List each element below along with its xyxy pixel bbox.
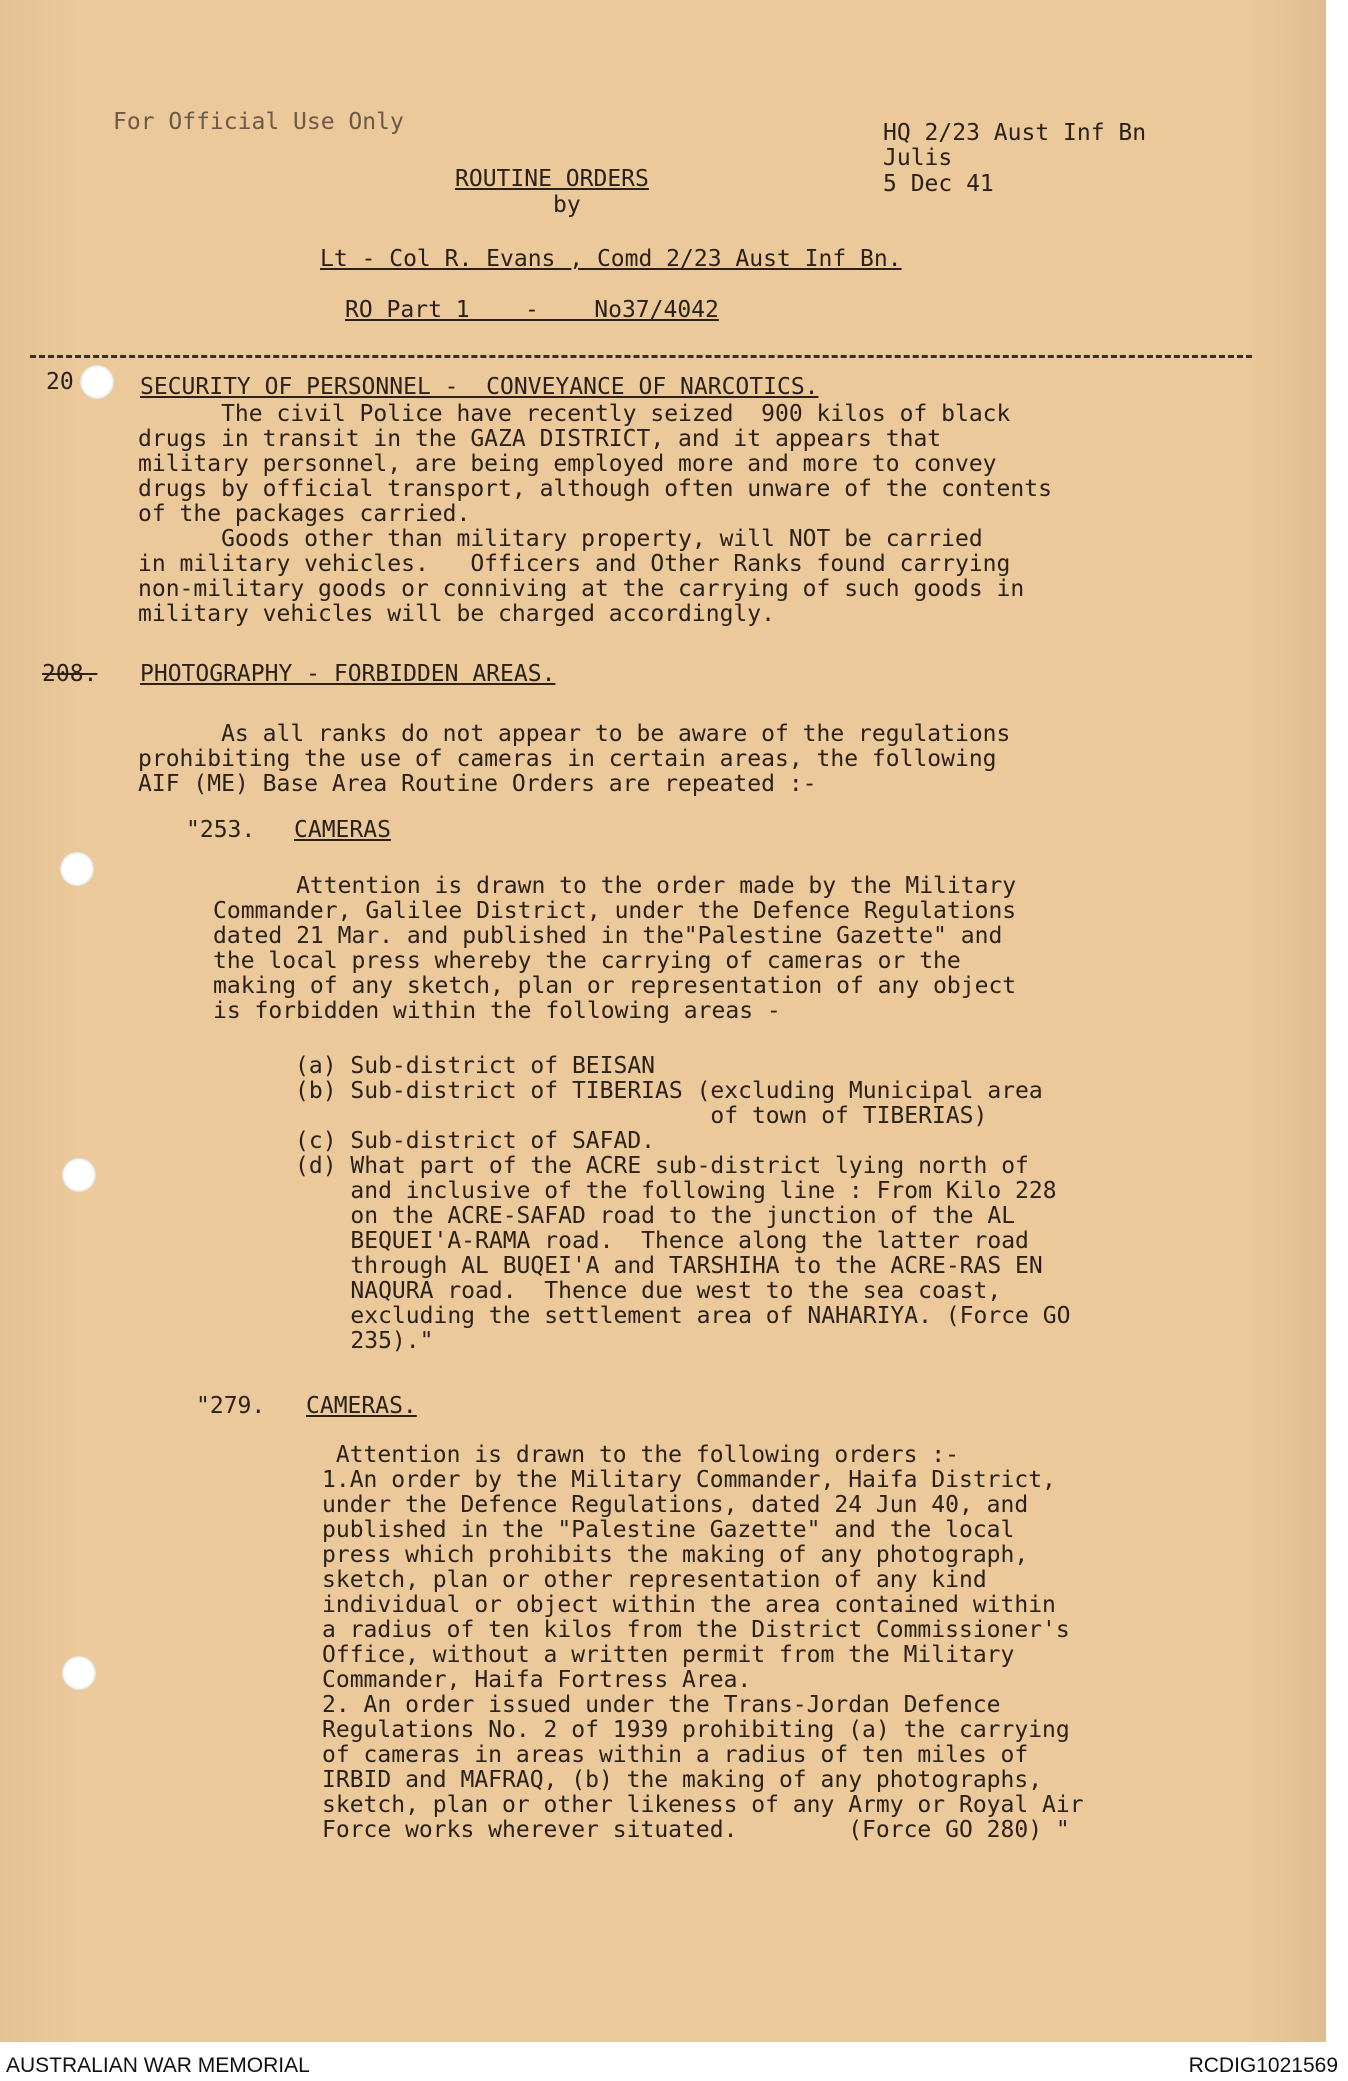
- text-line: a radius of ten kilos from the District Commissioner's: [322, 1617, 1070, 1643]
- text-line: 2. An order issued under the Trans-Jordan Defence: [322, 1692, 1001, 1718]
- order-number: "253.: [186, 817, 256, 843]
- text-line: AIF (ME) Base Area Routine Orders are repeated :-: [138, 771, 817, 797]
- list-item: 235).": [295, 1328, 434, 1354]
- commander-line: Lt - Col R. Evans , Comd 2/23 Aust Inf Bn.: [320, 246, 902, 272]
- footer-archive-name: AUSTRALIAN WAR MEMORIAL: [6, 2054, 310, 2077]
- punch-hole: [60, 852, 94, 886]
- text-line: Office, without a written permit from the Military: [322, 1642, 1015, 1668]
- list-item: (b) Sub-district of TIBERIAS (excluding Municipal area: [295, 1078, 1043, 1104]
- text-line: the local press whereby the carrying of cameras or the: [213, 948, 961, 974]
- section-body: [138, 722, 1010, 797]
- text-line: non-military goods or conniving at the carrying of such goods in: [138, 576, 1025, 602]
- text-line: Commander, Galilee District, under the Defence Regulations: [213, 898, 1017, 924]
- text-line: prohibiting the use of cameras in certain areas, the following: [138, 746, 997, 772]
- text-line: drugs in transit in the GAZA DISTRICT, and it appears that: [138, 426, 942, 452]
- punch-hole: [62, 1158, 96, 1192]
- list-item: (a) Sub-district of BEISAN: [295, 1053, 656, 1079]
- text-line: Regulations No. 2 of 1939 prohibiting (a) the carrying: [322, 1717, 1070, 1743]
- list-item: NAQURA road. Thence due west to the sea coast,: [295, 1278, 1002, 1304]
- text-line: of cameras in areas within a radius of ten miles of: [322, 1742, 1029, 1768]
- text-line: Goods other than military property, will NOT be carried: [138, 526, 983, 552]
- punch-hole: [62, 1656, 96, 1690]
- section-heading: SECURITY OF PERSONNEL - CONVEYANCE OF NARCOTICS.: [140, 374, 819, 400]
- section-heading: PHOTOGRAPHY - FORBIDDEN AREAS.: [140, 661, 556, 687]
- text-line: military personnel, are being employed more and more to convey: [138, 451, 997, 477]
- order-body: [213, 874, 1016, 1024]
- text-line: IRBID and MAFRAQ, (b) the making of any photographs,: [322, 1767, 1043, 1793]
- list-item: (d) What part of the ACRE sub-district lying north of: [295, 1153, 1029, 1179]
- list-item: excluding the settlement area of NAHARIYA. (Force GO: [295, 1303, 1071, 1329]
- text-line: Attention is drawn to the order made by the Military: [213, 873, 1017, 899]
- text-line: Force works wherever situated. (Force GO 280) ": [322, 1817, 1070, 1843]
- document-title: ROUTINE ORDERS: [455, 166, 649, 192]
- title-by: by: [553, 192, 581, 218]
- text-line: Commander, Haifa Fortress Area.: [322, 1667, 752, 1693]
- order-number: "279.: [196, 1393, 266, 1419]
- text-line: making of any sketch, plan or representation of any object: [213, 973, 1017, 999]
- text-line: published in the "Palestine Gazette" and the local: [322, 1517, 1015, 1543]
- text-line: is forbidden within the following areas -: [213, 998, 781, 1024]
- text-line: press which prohibits the making of any photograph,: [322, 1542, 1029, 1568]
- location: Julis: [883, 145, 953, 171]
- date: 5 Dec 41: [883, 171, 994, 197]
- text-line: drugs by official transport, although often unware of the contents: [138, 476, 1052, 502]
- list-item: BEQUEI'A-RAMA road. Thence along the latter road: [295, 1228, 1029, 1254]
- text-line: military vehicles will be charged accordingly.: [138, 601, 775, 627]
- footer-record-id: RCDIG1021569: [1188, 2054, 1338, 2077]
- text-line: sketch, plan or other representation of any kind: [322, 1567, 987, 1593]
- text-line: Attention is drawn to the following orders :-: [322, 1442, 959, 1468]
- divider: [30, 355, 1252, 358]
- order-heading: CAMERAS: [294, 817, 391, 843]
- text-line: under the Defence Regulations, dated 24 Jun 40, and: [322, 1492, 1029, 1518]
- list-item: of town of TIBERIAS): [295, 1103, 988, 1129]
- classification: For Official Use Only: [113, 109, 404, 135]
- orders-part-number: RO Part 1 - No37/4042: [345, 297, 719, 323]
- order-body: [322, 1443, 1084, 1843]
- order-heading: CAMERAS.: [306, 1393, 417, 1419]
- section-number: 208.: [42, 661, 98, 687]
- text-line: dated 21 Mar. and published in the"Palestine Gazette" and: [213, 923, 1003, 949]
- text-line: individual or object within the area contained within: [322, 1592, 1056, 1618]
- list-item: on the ACRE-SAFAD road to the junction of the AL: [295, 1203, 1016, 1229]
- text-line: sketch, plan or other likeness of any Army or Royal Air: [322, 1792, 1084, 1818]
- text-line: 1.An order by the Military Commander, Haifa District,: [322, 1467, 1056, 1493]
- list-item: (c) Sub-district of SAFAD.: [295, 1128, 656, 1154]
- punch-hole: [80, 365, 114, 399]
- list-item: through AL BUQEI'A and TARSHIHA to the ACRE-RAS EN: [295, 1253, 1043, 1279]
- section-number: 20: [46, 369, 74, 395]
- order-items: [295, 1054, 1070, 1354]
- text-line: of the packages carried.: [138, 501, 471, 527]
- list-item: and inclusive of the following line : From Kilo 228: [295, 1178, 1057, 1204]
- text-line: The civil Police have recently seized 900 kilos of black: [138, 401, 1011, 427]
- unit-designation: HQ 2/23 Aust Inf Bn: [883, 120, 1147, 146]
- text-line: As all ranks do not appear to be aware of the regulations: [138, 721, 1011, 747]
- section-body: [138, 402, 1052, 627]
- text-line: in military vehicles. Officers and Other Ranks found carrying: [138, 551, 1011, 577]
